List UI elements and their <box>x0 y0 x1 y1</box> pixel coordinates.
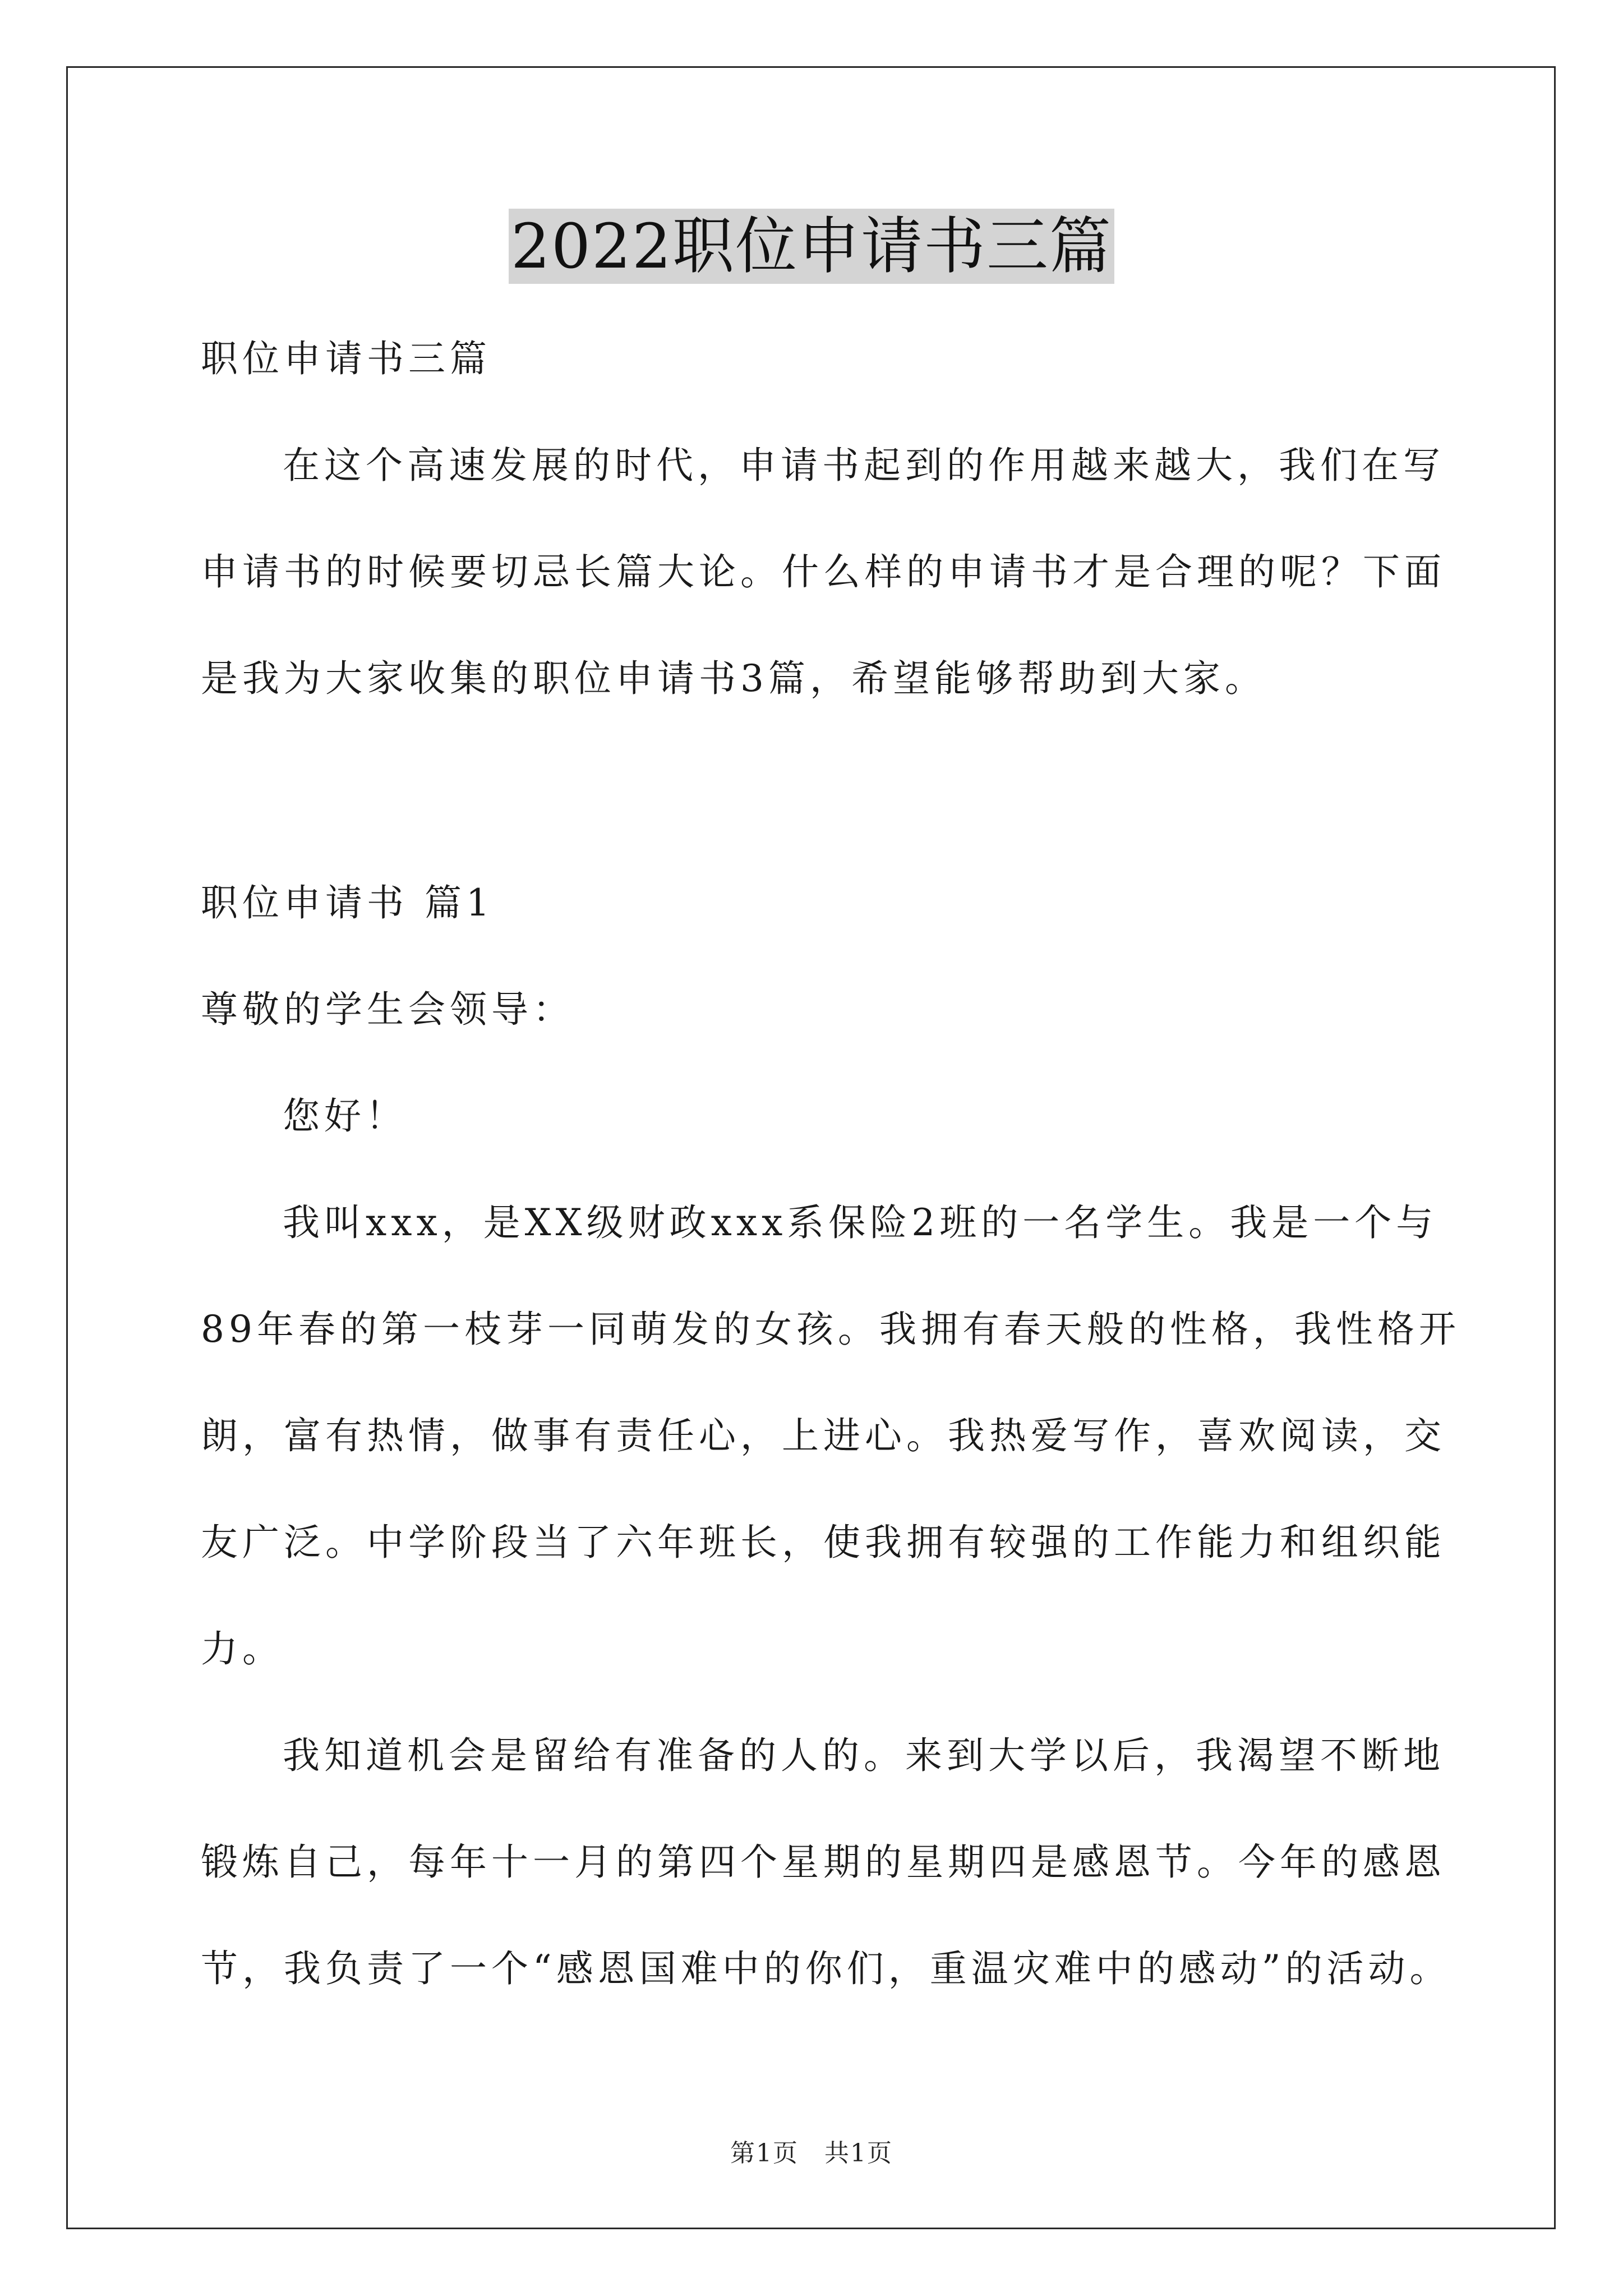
body-line-7: 锻炼自己，每年十一月的第四个星期的星期四是感恩节。今年的感恩 <box>201 1841 1446 1884</box>
document-body <box>201 306 1451 732</box>
salutation: 尊敬的学生会领导： <box>201 988 574 1031</box>
section-heading: 职位申请书 篇1 <box>201 881 494 924</box>
intro-line-3: 是我为大家收集的职位申请书3篇，希望能够帮助到大家。 <box>201 657 1266 700</box>
document-title: 2022职位申请书三篇 <box>509 209 1114 284</box>
section-1-body <box>201 850 1460 2022</box>
intro-line-1: 在这个高速发展的时代，申请书起到的作用越来越大，我们在写 <box>283 444 1445 487</box>
body-line-5: 力。 <box>201 1627 284 1671</box>
body-line-8: 节，我负责了一个“感恩国难中的你们，重温灾难中的感动”的活动。 <box>201 1947 1451 1990</box>
body-line-1: 我叫xxx，是XX级财政xxx系保险2班的一名学生。我是一个与 <box>283 1201 1438 1244</box>
body-line-2: 89年春的第一枝芽一同萌发的女孩。我拥有春天般的性格，我性格开 <box>201 1308 1460 1351</box>
body-line-4: 友广泛。中学阶段当了六年班长，使我拥有较强的工作能力和组织能 <box>201 1521 1446 1564</box>
subtitle-paragraph: 职位申请书三篇 <box>201 337 491 380</box>
title-wrapper <box>0 209 1623 284</box>
body-line-3: 朗，富有热情，做事有责任心，上进心。我热爱写作，喜欢阅读，交 <box>201 1414 1446 1457</box>
intro-line-2: 申请书的时候要切忌长篇大论。什么样的申请书才是合理的呢？下面 <box>201 550 1446 593</box>
page-footer: 第1页 共1页 <box>730 2139 893 2168</box>
body-line-6: 我知道机会是留给有准备的人的。来到大学以后，我渴望不断地 <box>283 1734 1445 1777</box>
greeting: 您好！ <box>283 1094 407 1138</box>
